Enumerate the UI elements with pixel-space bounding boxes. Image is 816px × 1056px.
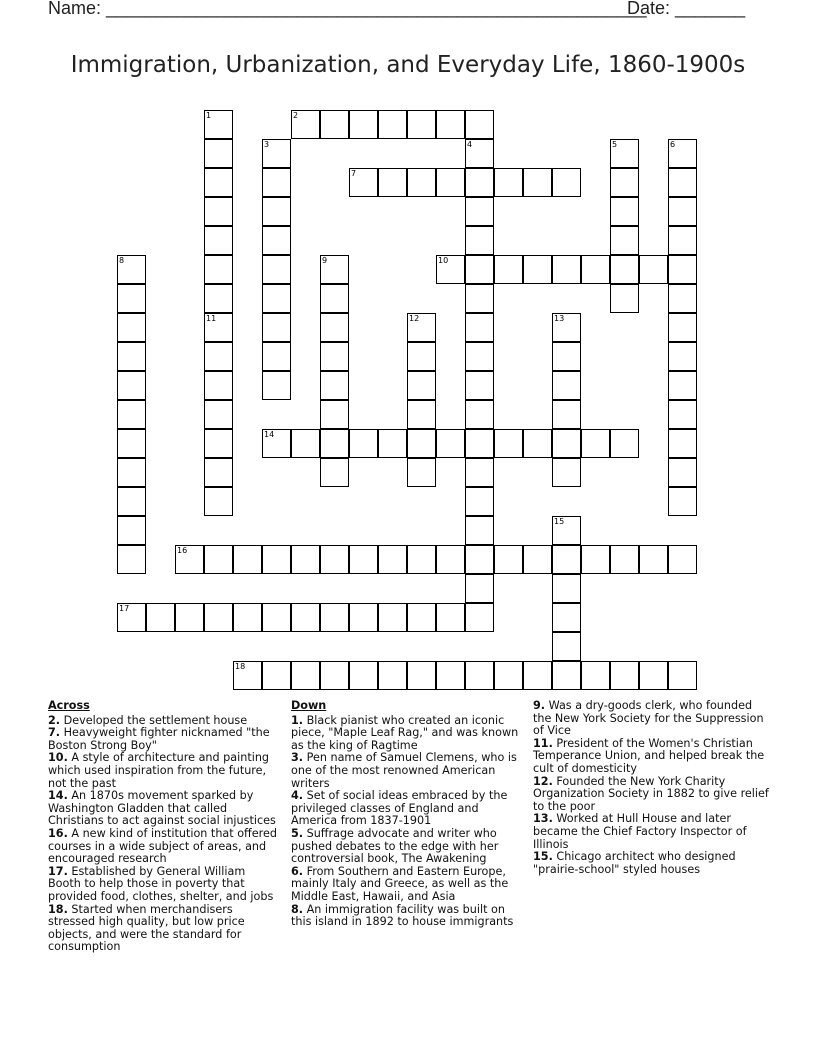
grid-cell[interactable] <box>233 603 262 632</box>
clue-start-number: 17 <box>119 604 130 613</box>
grid-cell[interactable] <box>465 139 494 168</box>
grid-cell[interactable] <box>349 110 378 139</box>
grid-cell[interactable] <box>117 400 146 429</box>
grid-cell[interactable] <box>581 545 610 574</box>
name-field[interactable]: Name: ______________________________________________________ <box>48 0 647 18</box>
clue-number: 16. <box>48 826 68 840</box>
grid-cell[interactable] <box>204 429 233 458</box>
down-clue <box>533 851 773 876</box>
grid-cell[interactable] <box>233 661 262 690</box>
clue-start-number: 5 <box>612 140 618 149</box>
grid-cell[interactable] <box>291 661 320 690</box>
grid-cell[interactable] <box>233 545 262 574</box>
grid-cell[interactable] <box>320 400 349 429</box>
clue-start-number: 6 <box>670 140 676 149</box>
grid-cell[interactable] <box>204 487 233 516</box>
grid-cell[interactable] <box>349 429 378 458</box>
grid-cell[interactable] <box>668 458 697 487</box>
clue-start-number: 10 <box>438 256 449 265</box>
grid-cell[interactable] <box>552 545 581 574</box>
grid-cell[interactable] <box>436 255 465 284</box>
clue-number: 1. <box>291 713 304 727</box>
down-clue <box>291 752 523 790</box>
grid-cell[interactable] <box>349 603 378 632</box>
grid-cell[interactable] <box>465 429 494 458</box>
grid-cell[interactable] <box>117 516 146 545</box>
grid-cell[interactable] <box>117 487 146 516</box>
clue-text: Established by General William Booth to help those in poverty that provided food, clothes, shelter, and jobs <box>48 864 274 903</box>
grid-cell[interactable] <box>552 313 581 342</box>
grid-cell[interactable] <box>378 168 407 197</box>
clue-start-number: 3 <box>264 140 270 149</box>
grid-cell[interactable] <box>175 603 204 632</box>
grid-cell[interactable] <box>262 313 291 342</box>
grid-cell[interactable] <box>581 255 610 284</box>
clue-number: 7. <box>48 726 61 740</box>
clue-start-number: 9 <box>322 256 328 265</box>
grid-cell[interactable] <box>465 661 494 690</box>
page-title: Immigration, Urbanization, and Everyday Life, 1860-1900s <box>70 52 746 78</box>
clue-text: Set of social ideas embraced by the privileged classes of England and America from 1837-1901 <box>291 789 508 828</box>
grid-cell[interactable] <box>668 342 697 371</box>
grid-cell[interactable] <box>465 545 494 574</box>
clue-number: 2. <box>48 713 61 727</box>
grid-cell[interactable] <box>117 313 146 342</box>
clue-number: 9. <box>533 699 546 712</box>
down-clue <box>291 828 523 866</box>
grid-cell[interactable] <box>320 284 349 313</box>
grid-cell[interactable] <box>581 429 610 458</box>
clue-number: 5. <box>291 826 304 840</box>
grid-cell[interactable] <box>204 226 233 255</box>
grid-cell[interactable] <box>465 110 494 139</box>
across-clue <box>48 752 280 790</box>
clue-start-number: 14 <box>264 430 275 439</box>
clue-number: 15. <box>533 850 553 864</box>
grid-cell[interactable] <box>465 197 494 226</box>
clue-start-number: 15 <box>554 517 565 526</box>
grid-cell[interactable] <box>465 400 494 429</box>
across-heading: Across <box>48 699 90 712</box>
clue-text: A style of architecture and painting which used inspiration from the future, not the past <box>48 751 270 790</box>
grid-cell[interactable] <box>320 545 349 574</box>
grid-cell[interactable] <box>552 603 581 632</box>
grid-cell[interactable] <box>117 429 146 458</box>
clue-number: 13. <box>533 812 553 826</box>
grid-cell[interactable] <box>552 632 581 661</box>
clue-text: A new kind of institution that offered courses in a wide subject of areas, and encouraged research <box>48 826 277 866</box>
grid-cell[interactable] <box>407 371 436 400</box>
clue-text: From Southern and Eastern Europe, mainly Italy and Greece, as well as the Middle East, Hawaii, and Asia <box>291 864 509 903</box>
grid-cell[interactable] <box>581 661 610 690</box>
down-clue <box>533 738 773 776</box>
grid-cell[interactable] <box>117 255 146 284</box>
grid-cell[interactable] <box>668 545 697 574</box>
clue-number: 18. <box>48 902 68 916</box>
grid-cell[interactable] <box>204 313 233 342</box>
grid-cell[interactable] <box>204 342 233 371</box>
clue-start-number: 18 <box>235 662 246 671</box>
clue-number: 3. <box>291 751 304 765</box>
grid-cell[interactable] <box>378 661 407 690</box>
grid-cell[interactable] <box>262 371 291 400</box>
grid-cell[interactable] <box>552 400 581 429</box>
clue-start-number: 4 <box>467 140 473 149</box>
grid-cell[interactable] <box>407 342 436 371</box>
grid-cell[interactable] <box>262 284 291 313</box>
grid-cell[interactable] <box>262 255 291 284</box>
grid-cell[interactable] <box>117 545 146 574</box>
grid-cell[interactable] <box>407 458 436 487</box>
grid-cell[interactable] <box>668 284 697 313</box>
down-clue <box>291 866 523 904</box>
grid-cell[interactable] <box>117 603 146 632</box>
grid-cell[interactable] <box>204 603 233 632</box>
clue-text: Heavyweight fighter nicknamed "the Boston Strong Boy" <box>48 726 270 752</box>
grid-cell[interactable] <box>610 429 639 458</box>
grid-cell[interactable] <box>262 139 291 168</box>
grid-cell[interactable] <box>610 168 639 197</box>
clue-number: 6. <box>291 864 304 878</box>
grid-cell[interactable] <box>320 371 349 400</box>
grid-cell[interactable] <box>552 168 581 197</box>
grid-cell[interactable] <box>117 371 146 400</box>
grid-cell[interactable] <box>146 603 175 632</box>
grid-cell[interactable] <box>436 545 465 574</box>
grid-cell[interactable] <box>204 139 233 168</box>
grid-cell[interactable] <box>117 458 146 487</box>
clue-number: 10. <box>48 751 68 765</box>
grid-cell[interactable] <box>204 197 233 226</box>
grid-cell[interactable] <box>552 371 581 400</box>
grid-cell[interactable] <box>639 255 668 284</box>
grid-cell[interactable] <box>465 226 494 255</box>
grid-cell[interactable] <box>407 661 436 690</box>
clue-start-number: 1 <box>206 111 212 120</box>
grid-cell[interactable] <box>465 284 494 313</box>
grid-cell[interactable] <box>668 487 697 516</box>
grid-cell[interactable] <box>494 168 523 197</box>
clue-start-number: 16 <box>177 546 188 555</box>
clue-number: 14. <box>48 789 68 803</box>
grid-cell[interactable] <box>204 255 233 284</box>
grid-cell[interactable] <box>465 255 494 284</box>
grid-cell[interactable] <box>262 226 291 255</box>
grid-cell[interactable] <box>668 197 697 226</box>
clue-text: Was a dry-goods clerk, who founded the New York Society for the Suppression of Vice <box>533 699 764 738</box>
grid-cell[interactable] <box>639 545 668 574</box>
clue-start-number: 2 <box>293 111 299 120</box>
across-clue <box>48 904 280 954</box>
grid-cell[interactable] <box>117 342 146 371</box>
grid-cell[interactable] <box>552 255 581 284</box>
grid-cell[interactable] <box>436 429 465 458</box>
grid-cell[interactable] <box>291 429 320 458</box>
grid-cell[interactable] <box>668 168 697 197</box>
grid-cell[interactable] <box>262 545 291 574</box>
grid-cell[interactable] <box>262 429 291 458</box>
grid-cell[interactable] <box>204 458 233 487</box>
grid-cell[interactable] <box>320 661 349 690</box>
clue-text: President of the Women's Christian Temperance Union, and helped break the cult of domesticity <box>533 736 765 775</box>
clue-start-number: 13 <box>554 314 565 323</box>
grid-cell[interactable] <box>378 429 407 458</box>
grid-cell[interactable] <box>407 400 436 429</box>
clue-text: Founded the New York Charity Organization Society in 1882 to give relief to the poor <box>533 774 769 813</box>
grid-cell[interactable] <box>349 545 378 574</box>
grid-cell[interactable] <box>291 110 320 139</box>
grid-cell[interactable] <box>436 661 465 690</box>
across-clue <box>48 866 280 904</box>
down-clue <box>291 790 523 828</box>
across-clues <box>48 700 280 954</box>
grid-cell[interactable] <box>436 603 465 632</box>
clue-number: 4. <box>291 789 304 803</box>
grid-cell[interactable] <box>610 545 639 574</box>
across-clue <box>48 790 280 828</box>
grid-cell[interactable] <box>465 458 494 487</box>
grid-cell[interactable] <box>610 284 639 313</box>
grid-cell[interactable] <box>494 255 523 284</box>
clue-text: Suffrage advocate and writer who pushed debates to the edge with her controversial book, The Awakening <box>291 826 499 866</box>
grid-cell[interactable] <box>291 603 320 632</box>
grid-cell[interactable] <box>668 371 697 400</box>
grid-cell[interactable] <box>320 429 349 458</box>
grid-cell[interactable] <box>262 168 291 197</box>
clue-start-number: 11 <box>206 314 217 323</box>
clue-text: An immigration facility was built on this island in 1892 to house immigrants <box>291 902 514 929</box>
clue-number: 11. <box>533 736 553 750</box>
grid-cell[interactable] <box>523 168 552 197</box>
down-clue <box>291 904 523 929</box>
grid-cell[interactable] <box>407 545 436 574</box>
grid-cell[interactable] <box>465 313 494 342</box>
grid-cell[interactable] <box>407 313 436 342</box>
grid-cell[interactable] <box>610 226 639 255</box>
grid-cell[interactable] <box>262 342 291 371</box>
grid-cell[interactable] <box>204 400 233 429</box>
clue-start-number: 12 <box>409 314 420 323</box>
down-clue <box>533 813 773 851</box>
clue-text: Developed the settlement house <box>60 713 248 727</box>
grid-cell[interactable] <box>610 255 639 284</box>
grid-cell[interactable] <box>465 342 494 371</box>
clue-text: An 1870s movement sparked by Washington Gladden that called Christians to act against social injustices <box>48 789 276 828</box>
grid-cell[interactable] <box>320 342 349 371</box>
grid-cell[interactable] <box>407 603 436 632</box>
clue-text: Worked at Hull House and later became the Chief Factory Inspector of Illinois <box>533 812 747 851</box>
grid-cell[interactable] <box>407 168 436 197</box>
grid-cell[interactable] <box>262 661 291 690</box>
down-clue <box>533 700 773 738</box>
grid-cell[interactable] <box>668 313 697 342</box>
clue-start-number: 7 <box>351 169 357 178</box>
grid-cell[interactable] <box>204 110 233 139</box>
grid-cell[interactable] <box>320 313 349 342</box>
clue-number: 8. <box>291 902 304 916</box>
grid-cell[interactable] <box>552 458 581 487</box>
grid-cell[interactable] <box>610 139 639 168</box>
down-clues-continued <box>533 700 773 876</box>
grid-cell[interactable] <box>465 516 494 545</box>
grid-cell[interactable] <box>262 603 291 632</box>
grid-cell[interactable] <box>523 545 552 574</box>
date-field[interactable]: Date: _______ <box>627 0 746 18</box>
grid-cell[interactable] <box>465 371 494 400</box>
clue-number: 12. <box>533 774 553 788</box>
grid-cell[interactable] <box>494 545 523 574</box>
grid-cell[interactable] <box>320 603 349 632</box>
grid-cell[interactable] <box>668 226 697 255</box>
grid-cell[interactable] <box>378 545 407 574</box>
clue-text: Chicago architect who designed "prairie-school" styled houses <box>533 850 736 876</box>
clue-text: Pen name of Samuel Clemens, who is one of the most renowned American writers <box>291 751 517 790</box>
grid-cell[interactable] <box>378 110 407 139</box>
across-clue <box>48 727 280 752</box>
grid-cell[interactable] <box>610 197 639 226</box>
grid-cell[interactable] <box>349 661 378 690</box>
across-clue <box>48 828 280 866</box>
grid-cell[interactable] <box>204 284 233 313</box>
clue-start-number: 8 <box>119 256 125 265</box>
grid-cell[interactable] <box>610 661 639 690</box>
grid-cell[interactable] <box>523 255 552 284</box>
grid-cell[interactable] <box>523 661 552 690</box>
grid-cell[interactable] <box>291 545 320 574</box>
grid-cell[interactable] <box>407 429 436 458</box>
grid-cell[interactable] <box>668 255 697 284</box>
grid-cell[interactable] <box>465 574 494 603</box>
grid-cell[interactable] <box>262 197 291 226</box>
grid-cell[interactable] <box>523 429 552 458</box>
down-clue <box>291 715 523 753</box>
grid-cell[interactable] <box>639 661 668 690</box>
grid-cell[interactable] <box>117 284 146 313</box>
grid-cell[interactable] <box>175 545 204 574</box>
down-heading: Down <box>291 699 327 712</box>
grid-cell[interactable] <box>552 661 581 690</box>
grid-cell[interactable] <box>668 661 697 690</box>
grid-cell[interactable] <box>552 342 581 371</box>
clue-text: Black pianist who created an iconic piece, "Maple Leaf Rag," and was known as the king of Ragtime <box>291 713 519 752</box>
grid-cell[interactable] <box>204 168 233 197</box>
grid-cell[interactable] <box>349 168 378 197</box>
grid-cell[interactable] <box>320 110 349 139</box>
grid-cell[interactable] <box>378 603 407 632</box>
grid-cell[interactable] <box>436 168 465 197</box>
grid-cell[interactable] <box>204 545 233 574</box>
grid-cell[interactable] <box>668 429 697 458</box>
grid-cell[interactable] <box>668 139 697 168</box>
clue-number: 17. <box>48 864 68 878</box>
grid-cell[interactable] <box>320 255 349 284</box>
grid-cell[interactable] <box>465 603 494 632</box>
grid-cell[interactable] <box>465 168 494 197</box>
grid-cell[interactable] <box>494 429 523 458</box>
grid-cell[interactable] <box>436 110 465 139</box>
grid-cell[interactable] <box>552 429 581 458</box>
grid-cell[interactable] <box>552 516 581 545</box>
grid-cell[interactable] <box>552 574 581 603</box>
grid-cell[interactable] <box>465 487 494 516</box>
grid-cell[interactable] <box>668 400 697 429</box>
down-clues <box>291 700 523 929</box>
grid-cell[interactable] <box>407 110 436 139</box>
down-clue <box>533 776 773 814</box>
clue-text: Started when merchandisers stressed high quality, but low price objects, and were the standard for consumption <box>48 902 245 954</box>
grid-cell[interactable] <box>204 371 233 400</box>
grid-cell[interactable] <box>320 458 349 487</box>
grid-cell[interactable] <box>494 661 523 690</box>
